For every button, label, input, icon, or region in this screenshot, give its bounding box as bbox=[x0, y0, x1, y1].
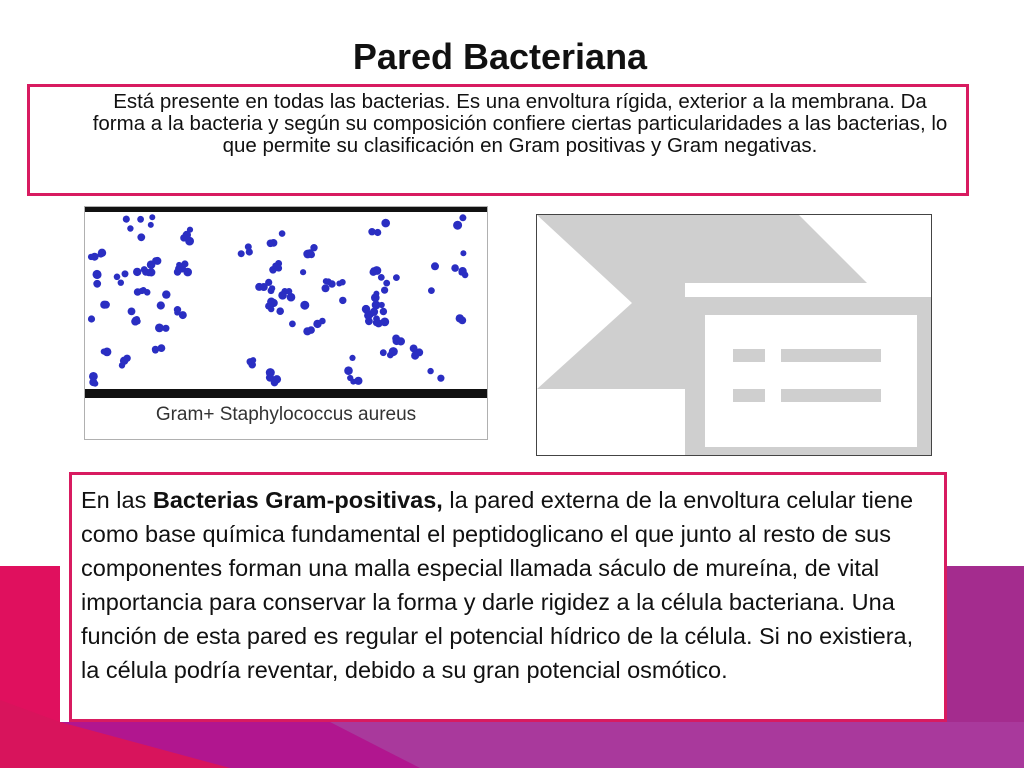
coccus-cell bbox=[127, 225, 133, 231]
coccus-cell bbox=[323, 278, 329, 284]
intro-text: Está presente en todas las bacterias. Es una envoltura rígida, exterior a la membrana. Da forma a la bacteria y según su composición confiere ciertas particularidades a las bacterias, lo que permite su clasificación en Gram positivas y Gram negativas. bbox=[92, 90, 948, 157]
coccus-cell bbox=[456, 314, 464, 322]
coccus-cell bbox=[275, 265, 282, 272]
coccus-cell bbox=[132, 317, 138, 323]
coccus-cell bbox=[383, 280, 390, 287]
coccus-cell bbox=[313, 320, 321, 328]
coccus-cell bbox=[149, 214, 155, 220]
coccus-cell bbox=[114, 274, 121, 281]
coccus-cell bbox=[88, 315, 95, 322]
coccus-cell bbox=[380, 318, 389, 327]
coccus-cell bbox=[459, 214, 466, 221]
coccus-cell bbox=[393, 274, 400, 281]
coccus-cell bbox=[300, 301, 309, 310]
coccus-cell bbox=[123, 355, 130, 362]
background-purple-wedge bbox=[330, 722, 1024, 768]
coccus-cell bbox=[103, 348, 112, 357]
coccus-cell bbox=[344, 366, 353, 375]
coccus-cell bbox=[273, 375, 281, 383]
coccus-cell bbox=[382, 219, 388, 225]
coccus-cell bbox=[147, 260, 156, 269]
coccus-cell bbox=[387, 352, 394, 359]
coccus-cell bbox=[451, 264, 459, 272]
coccus-cell bbox=[93, 280, 101, 288]
coccus-cell bbox=[128, 308, 136, 316]
coccus-cell bbox=[139, 288, 145, 294]
gram-stain-micrograph bbox=[84, 206, 488, 440]
coccus-cell bbox=[268, 306, 274, 312]
coccus-cell bbox=[339, 297, 346, 304]
coccus-cell bbox=[266, 368, 275, 377]
intro-box bbox=[27, 84, 969, 196]
coccus-cell bbox=[366, 314, 372, 320]
body-bold-term: Bacterias Gram-positivas, bbox=[152, 487, 443, 513]
coccus-cell bbox=[278, 291, 287, 300]
coccus-cell bbox=[118, 280, 124, 286]
coccus-cell bbox=[98, 249, 106, 257]
coccus-cell bbox=[372, 301, 381, 310]
coccus-cell bbox=[162, 290, 170, 298]
coccus-cell bbox=[148, 222, 154, 228]
coccus-cell bbox=[88, 254, 94, 260]
coccus-cell bbox=[260, 283, 268, 291]
body-prefix: En las bbox=[81, 487, 153, 513]
coccus-cell bbox=[347, 375, 353, 381]
body-box bbox=[69, 472, 947, 722]
coccus-cell bbox=[397, 339, 403, 345]
coccus-cell bbox=[380, 349, 387, 356]
coccus-cell bbox=[453, 221, 462, 230]
coccus-cell bbox=[349, 355, 355, 361]
coccus-cell bbox=[437, 375, 444, 382]
body-paragraph bbox=[81, 483, 933, 687]
coccus-cell bbox=[179, 311, 187, 319]
coccus-cell bbox=[428, 287, 435, 294]
coccus-cell bbox=[238, 250, 245, 257]
coccus-cell bbox=[303, 327, 311, 335]
coccus-cell bbox=[289, 321, 296, 328]
coccus-cell bbox=[462, 272, 469, 279]
coccus-cell bbox=[245, 243, 252, 250]
coccus-cell bbox=[92, 381, 98, 387]
coccus-cell bbox=[93, 271, 101, 279]
coccus-cell bbox=[410, 345, 418, 353]
coccus-cell bbox=[122, 270, 129, 277]
coccus-cell bbox=[279, 230, 286, 237]
coccus-cell bbox=[123, 216, 130, 223]
picture-placeholder-icon bbox=[537, 215, 932, 456]
coccus-cell bbox=[373, 315, 380, 322]
coccus-cell bbox=[411, 352, 419, 360]
coccus-cell bbox=[187, 227, 193, 233]
coccus-cell bbox=[431, 262, 439, 270]
coccus-cell bbox=[276, 307, 284, 315]
coccus-cell bbox=[427, 368, 433, 374]
coccus-cell bbox=[145, 269, 152, 276]
coccus-cell bbox=[152, 347, 159, 354]
coccus-cell bbox=[460, 250, 466, 256]
coccus-cell bbox=[269, 285, 275, 291]
coccus-cell bbox=[133, 268, 141, 276]
coccus-cell bbox=[250, 357, 256, 363]
coccus-cell bbox=[381, 287, 388, 294]
coccus-cell bbox=[378, 274, 385, 281]
slide-title: Pared Bacteriana bbox=[352, 36, 648, 77]
coccus-cell bbox=[270, 239, 278, 247]
coccus-cell bbox=[137, 233, 145, 241]
body-rest: la pared externa de la envoltura celular tiene como base química fundamental el peptidoglicano el que junto al resto de sus componentes forman una malla especial llamada sáculo de mureína, de vital importancia para conservar la forma y darle rigidez a la célula bacteriana. Una función de esta pared es regular el potencial hídrico de la célula. Si no existiera, la célula podría reventar, debido a su gran potencial osmótico. bbox=[81, 487, 914, 683]
coccus-cell bbox=[310, 244, 317, 251]
coccus-cell bbox=[119, 362, 125, 368]
coccus-cell bbox=[370, 268, 378, 276]
coccus-cell bbox=[300, 269, 306, 275]
coccus-cell bbox=[185, 237, 194, 246]
coccus-cell bbox=[137, 216, 144, 223]
coccus-cell bbox=[155, 324, 164, 333]
coccus-cell bbox=[380, 308, 387, 315]
picture-placeholder bbox=[536, 214, 932, 456]
coccus-cell bbox=[102, 301, 110, 309]
coccus-cell bbox=[336, 281, 342, 287]
coccus-cell bbox=[322, 284, 330, 292]
coccus-cell bbox=[178, 264, 186, 272]
coccus-cell bbox=[368, 228, 375, 235]
coccus-cell bbox=[328, 280, 335, 287]
coccus-cell bbox=[286, 288, 293, 295]
micrograph-caption: Gram+ Staphylococcus aureus bbox=[155, 404, 417, 425]
coccus-cell bbox=[157, 301, 165, 309]
coccus-cell bbox=[308, 251, 315, 258]
